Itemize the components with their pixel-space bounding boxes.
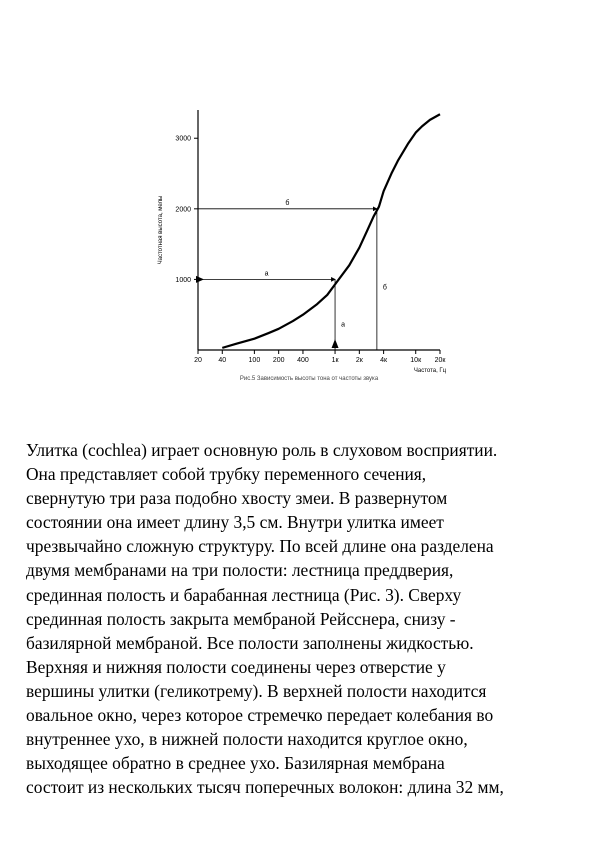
paragraph-line: вершины улитки (геликотрему). В верхней полости находится [26,680,487,701]
paragraph-line: чрезвычайно сложную структуру. По всей длине она разделена [26,536,494,557]
cochlea-paragraph [26,438,574,799]
annotation-label: б [382,284,387,292]
paragraph-line: Верхняя и нижняя полости соединены через отверстие у [26,656,446,677]
x-tick-label: 10к [410,357,422,364]
paragraph-line: выходящее обратно в среднее ухо. Базилярная мембрана [26,753,445,774]
annotation-marker-arrow [196,276,204,283]
x-tick-label: 200 [272,357,285,364]
paragraph-line: состоит из нескольких тысяч поперечных волокон: длина 32 мм, [26,777,504,798]
paragraph-line: внутреннее ухо, в нижней полости находится круглое окно, [26,729,468,750]
paragraph-line: срединная полость и барабанная лестница (Рис. 3). Сверху [26,584,462,605]
x-tick-label: 1к [331,357,339,364]
paragraph-line: состоянии она имеет длину 3,5 см. Внутри улитка имеет [26,512,444,533]
x-axis-title: Частота, Гц [413,368,447,374]
annotation-marker-arrow [332,339,339,348]
annotation-label: а [341,321,346,329]
paragraph-line: свернутую три раза подобно хвосту змеи. В развернутом [26,488,448,509]
y-axis-title: Частотная высота, мелы [158,195,164,265]
x-tick-label: 100 [248,357,261,364]
mel-curve [222,114,440,348]
y-tick-label: 2000 [175,206,191,214]
x-tick-label: 20 [194,357,202,364]
mel-frequency-chart [140,100,460,400]
annotation-label: а [264,270,269,278]
x-tick-label: 2к [355,357,363,364]
paragraph-line: двумя мембранами на три полости: лестница преддверия, [26,560,454,581]
y-tick-label: 1000 [175,276,191,284]
mel-frequency-figure [140,100,460,400]
x-tick-label: 400 [297,357,309,364]
y-tick-label: 3000 [175,135,191,143]
paragraph-line: Улитка (cochlea) играет основную роль в слуховом восприятии. [26,440,498,460]
annotation-label: б [285,199,290,207]
paragraph-line: Она представляет собой трубку переменного сечения, [26,464,427,485]
paragraph-line: базилярной мембраной. Все полости заполнены жидкостью. [26,632,474,653]
paragraph-line: овальное окно, через которое стремечко передает колебания во [26,705,494,726]
paragraph-line: срединная полость закрыта мембраной Рейсснера, снизу - [26,608,456,629]
x-tick-label: 40 [218,357,227,364]
x-tick-label: 4к [380,357,388,364]
x-tick-label: 20к [434,357,446,364]
figure-caption: Рис.5 Зависимость высоты тона от частоты звука [239,376,379,382]
